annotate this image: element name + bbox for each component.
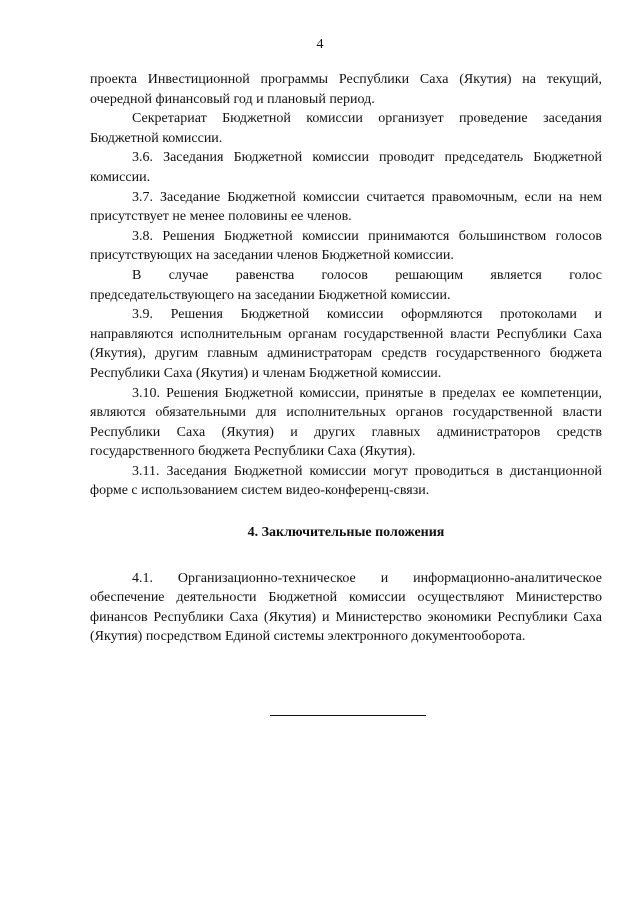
paragraph-3-9: 3.9. Решения Бюджетной комиссии оформляются протоколами и направляются исполнительным органам государственной власти Республики Саха (Якутия), другим главным администраторам средств государственного бюджета Республики Саха (Якутия) и членам Бюджетной комиссии. [90,307,602,381]
section-4-title: 4. Заключительные положения [247,525,445,541]
paragraph-3-10: 3.10. Решения Бюджетной комиссии, принятые в пределах ее компетенции, являются обязательными для исполнительных органов государственной власти Республики Саха (Якутия) и других главных администраторов средств государственного бюджета Республики Саха (Якутия). [90,385,602,460]
document-body [90,70,602,647]
paragraph-3-7: 3.7. Заседание Бюджетной комиссии считается правомочным, если на нем присутствует не менее половины ее членов. [90,189,602,225]
paragraph-3-11: 3.11. Заседания Бюджетной комиссии могут проводиться в дистанционной форме с использованием систем видео-конференц-связи. [90,463,602,499]
paragraph-4-1: 4.1. Организационно-техническое и информационно-аналитическое обеспечение деятельности Бюджетной комиссии осуществляют Министерство финансов Республики Саха (Якутия) и Министерство экономики Республики Саха (Якутия) посредством Единой системы электронного документооборота. [90,570,602,645]
paragraph-continuation: проекта Инвестиционной программы Республики Саха (Якутия) на текущий, очередной финансовый год и плановый период. [90,72,602,107]
page-number: 4 [316,37,324,52]
closing-rule-divider [270,715,426,716]
paragraph-tie-vote: В случае равенства голосов решающим является голос председательствующего на заседании Бюджетной комиссии. [90,267,602,303]
paragraph-secretariat: Секретариат Бюджетной комиссии организует проведение заседания Бюджетной комиссии. [90,111,602,146]
paragraph-3-6: 3.6. Заседания Бюджетной комиссии проводит председатель Бюджетной комиссии. [90,150,602,185]
paragraph-3-8: 3.8. Решения Бюджетной комиссии принимаются большинством голосов присутствующих на заседании членов Бюджетной комиссии. [90,228,602,264]
